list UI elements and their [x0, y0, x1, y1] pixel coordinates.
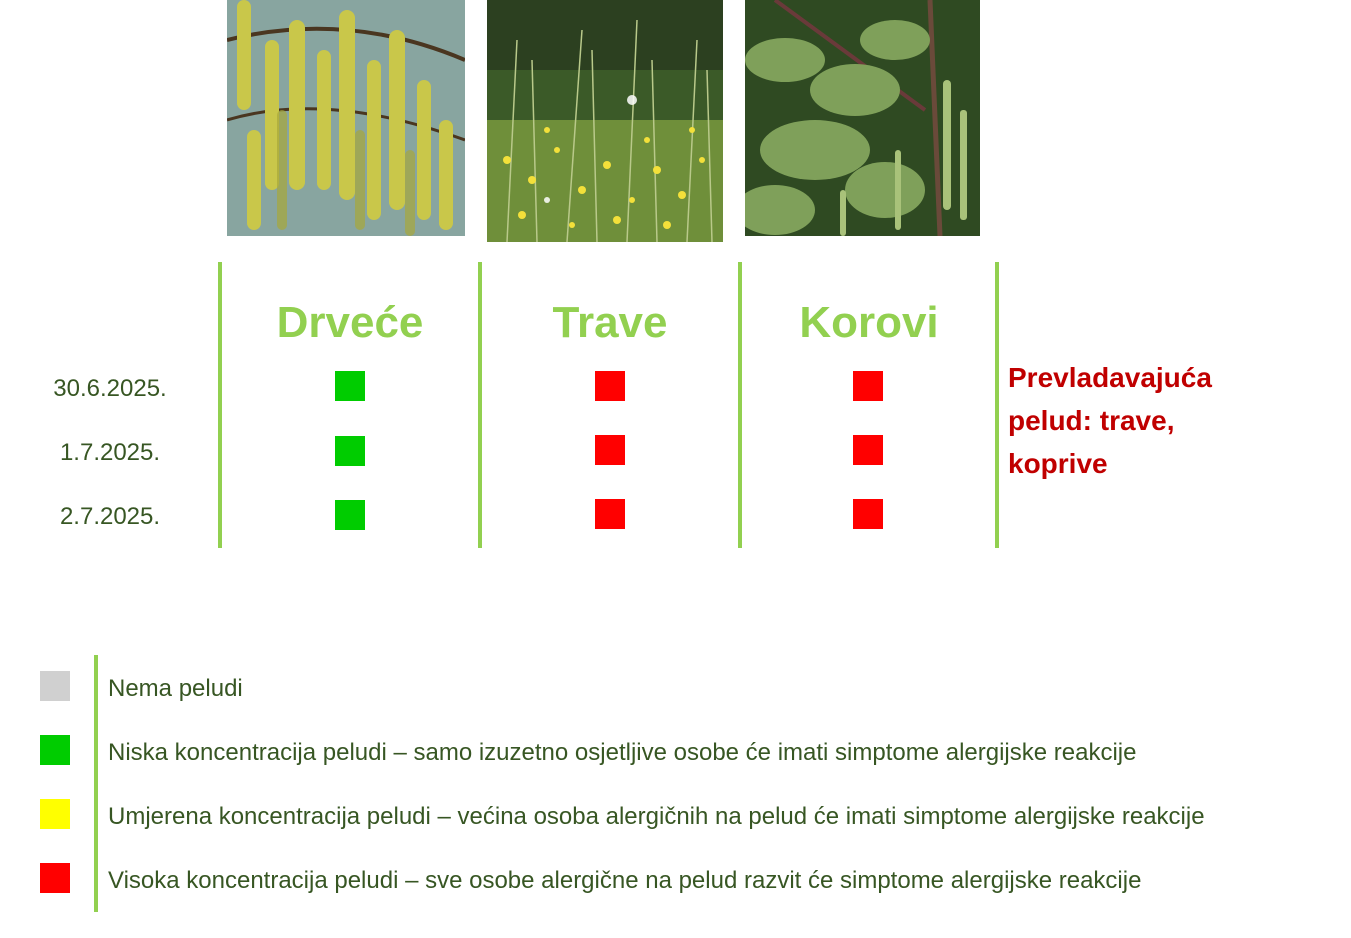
note-line: koprive [1008, 448, 1108, 479]
level-indicator [853, 371, 883, 401]
note-line: pelud: trave, [1008, 405, 1175, 436]
row-date: 1.7.2025. [59, 439, 161, 466]
legend-swatch-none [40, 671, 70, 701]
level-indicator [853, 499, 883, 529]
legend-text-high: Visoka koncentracija peludi – sve osobe alergične na pelud razvit će simptome alergijske reakcije [108, 867, 1142, 894]
ragweed-photo [745, 0, 980, 236]
legend-text-none: Nema peludi [108, 675, 243, 702]
level-indicator [853, 435, 883, 465]
row-date: 30.6.2025. [53, 375, 167, 402]
column-header-trees: Drveće [276, 298, 424, 347]
legend-swatch-high [40, 863, 70, 893]
level-indicator [595, 435, 625, 465]
column-header-grasses: Trave [552, 298, 668, 347]
level-indicator [595, 371, 625, 401]
legend-divider [94, 655, 98, 912]
level-indicator [595, 499, 625, 529]
row-date: 2.7.2025. [59, 503, 161, 530]
level-indicator [335, 500, 365, 530]
note-line: Prevladavajuća [1008, 362, 1212, 393]
legend-text-moderate: Umjerena koncentracija peludi – većina osoba alergičnih na pelud će imati simptome alergijske reakcije [108, 803, 1205, 830]
dominant-pollen-note [1008, 356, 1308, 485]
hazel-catkins-photo [227, 0, 465, 236]
legend-swatch-moderate [40, 799, 70, 829]
meadow-grass-photo [487, 0, 723, 242]
legend-swatch-low [40, 735, 70, 765]
level-indicator [335, 436, 365, 466]
legend-text-low: Niska koncentracija peludi – samo izuzetno osjetljive osobe će imati simptome alergijske reakcije [108, 739, 1137, 766]
level-indicator [335, 371, 365, 401]
column-header-weeds: Korovi [799, 298, 939, 347]
